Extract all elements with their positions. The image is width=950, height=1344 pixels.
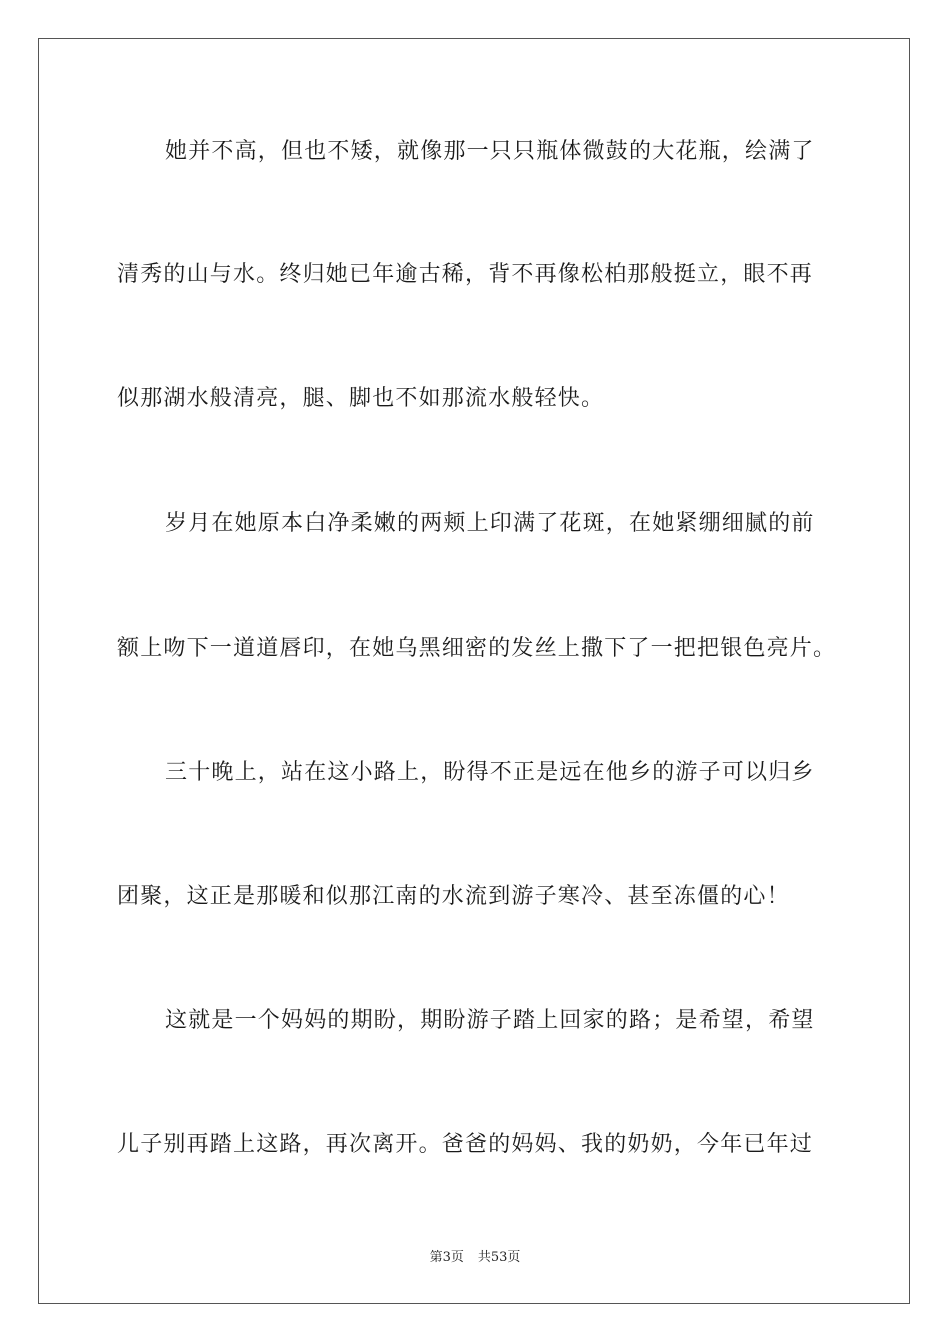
paragraph-2-line-2: 额上吻下一道道唇印，在她乌黑细密的发丝上撒下了一把把银色亮片。: [117, 636, 837, 661]
paragraph-4-line-1: 这就是一个妈妈的期盼，期盼游子踏上回家的路；是希望，希望: [165, 1008, 815, 1033]
page-border: [38, 38, 910, 1304]
paragraph-3-line-2: 团聚，这正是那暖和似那江南的水流到游子寒冷、甚至冻僵的心！: [117, 884, 790, 909]
paragraph-1-line-1: 她并不高，但也不矮，就像那一只只瓶体微鼓的大花瓶，绘满了: [165, 139, 815, 164]
total-pages: 共53页: [477, 1250, 521, 1265]
paragraph-3-line-1: 三十晚上，站在这小路上，盼得不正是远在他乡的游子可以归乡: [165, 760, 815, 785]
paragraph-1-line-2: 清秀的山与水。终归她已年逾古稀，背不再像松柏那般挺立，眼不再: [117, 262, 814, 287]
paragraph-1-line-3: 似那湖水般清亮，腿、脚也不如那流水般轻快。: [117, 386, 605, 411]
paragraph-2-line-1: 岁月在她原本白净柔嫩的两颊上印满了花斑，在她紧绷细腻的前: [165, 511, 815, 536]
page-number: 第3页: [429, 1250, 464, 1265]
paragraph-4-line-2: 儿子别再踏上这路，再次离开。爸爸的妈妈、我的奶奶，今年已年过: [117, 1132, 814, 1157]
page-footer: [0, 1246, 950, 1265]
